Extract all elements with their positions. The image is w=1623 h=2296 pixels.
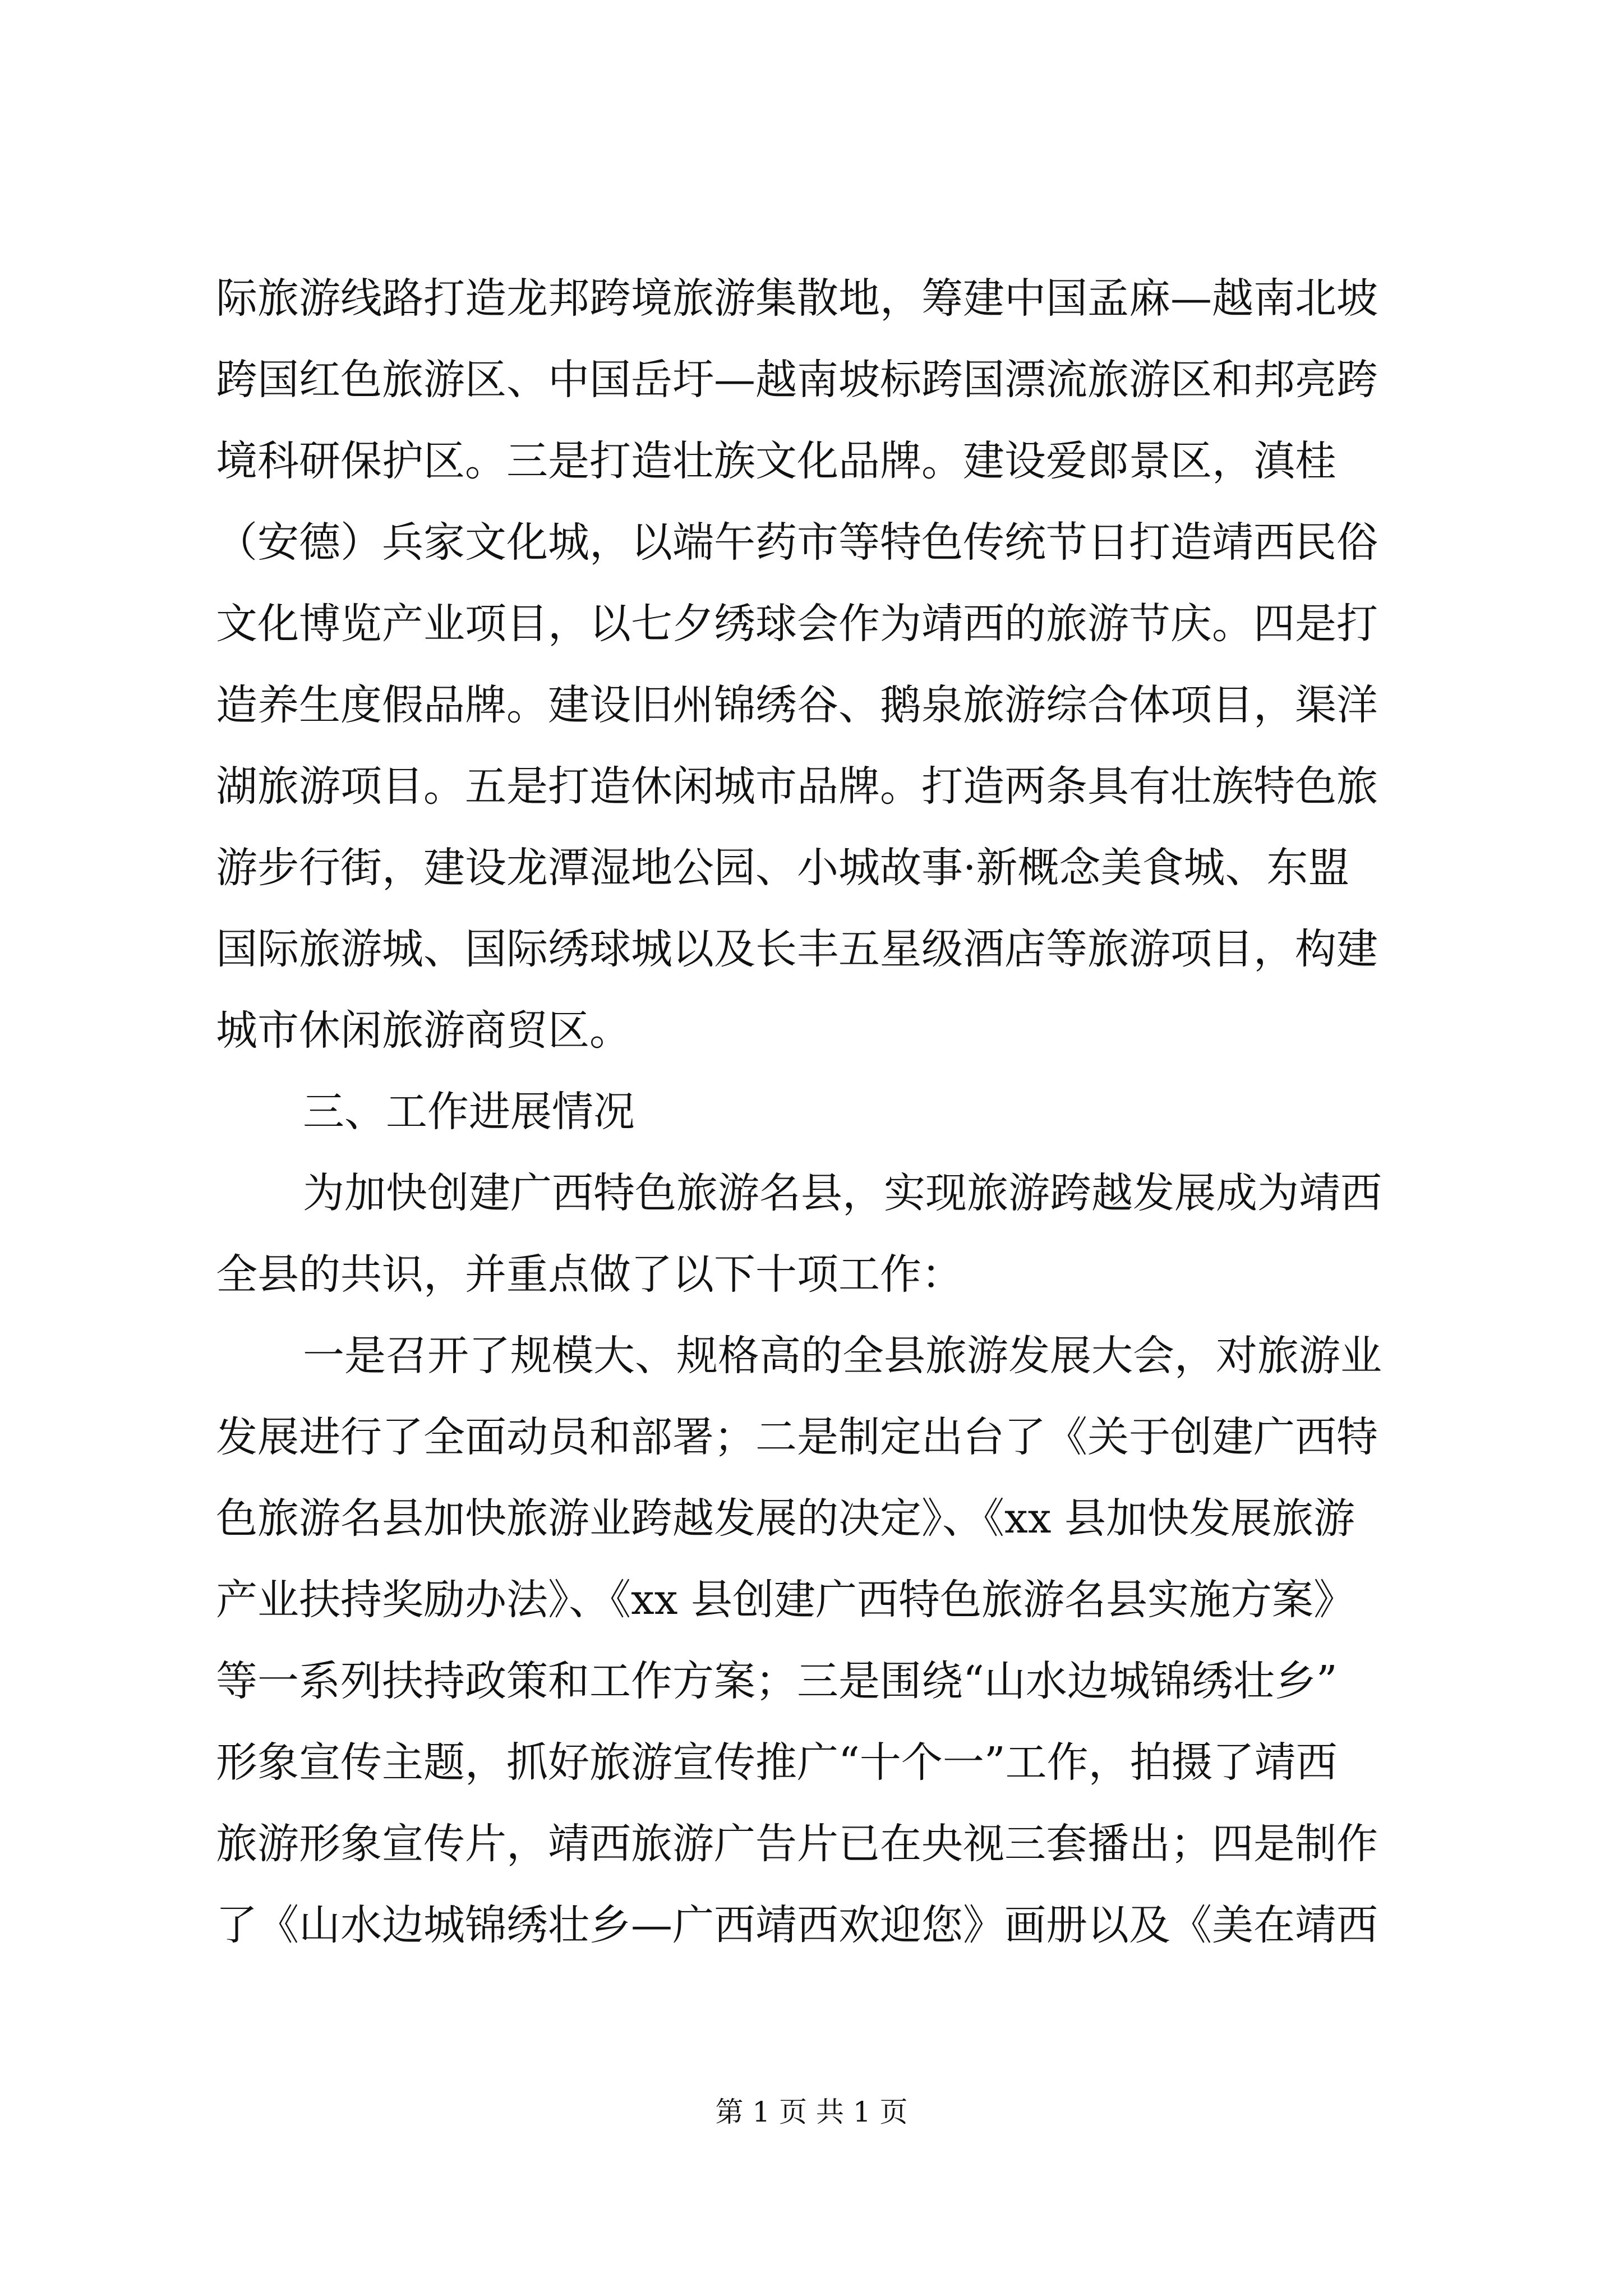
text-line: 产业扶持奖励办法》、《xx 县创建广西特色旅游名县实施方案》: [216, 1576, 1355, 1624]
text-line: 跨国红色旅游区、中国岳圩—越南坡标跨国漂流旅游区和邦亮跨: [216, 356, 1378, 404]
text-line: 游步行街，建设龙潭湿地公园、小城故事·新概念美食城、东盟: [216, 844, 1350, 892]
body-text: [216, 258, 1410, 1966]
text-line: 等一系列扶持政策和工作方案；三是围绕“山水边城锦绣壮乡”: [216, 1657, 1338, 1705]
text-line: 了《山水边城锦绣壮乡—广西靖西欢迎您》画册以及《美在靖西: [216, 1901, 1378, 1949]
text-line: 际旅游线路打造龙邦跨境旅游集散地，筹建中国孟麻—越南北坡: [216, 274, 1378, 323]
section-heading: 三、工作进展情况: [303, 1088, 635, 1136]
page-footer: 第 1 页 共 1 页: [715, 2096, 908, 2128]
text-line: 文化博览产业项目，以七夕绣球会作为靖西的旅游节庆。四是打: [216, 600, 1378, 648]
text-line: 国际旅游城、国际绣球城以及长丰五星级酒店等旅游项目，构建: [216, 925, 1378, 973]
text-line: 造养生度假品牌。建设旧州锦绣谷、鹅泉旅游综合体项目，渠洋: [216, 681, 1378, 729]
text-line: 色旅游名县加快旅游业跨越发展的决定》、《xx 县加快发展旅游: [216, 1494, 1355, 1543]
paragraph-start: 一是召开了规模大、规格高的全县旅游发展大会，对旅游业: [303, 1332, 1382, 1380]
text-line: 旅游形象宣传片，靖西旅游广告片已在央视三套播出；四是制作: [216, 1820, 1378, 1868]
text-line: （安德）兵家文化城，以端午药市等特色传统节日打造靖西民俗: [216, 518, 1378, 567]
text-line: 湖旅游项目。五是打造休闲城市品牌。打造两条具有壮族特色旅: [216, 762, 1378, 811]
text-line: 城市休闲旅游商贸区。: [216, 1006, 631, 1055]
text-line: 形象宣传主题，抓好旅游宣传推广“十个一”工作，拍摄了靖西: [216, 1738, 1338, 1787]
text-line: 境科研保护区。三是打造壮族文化品牌。建设爱郎景区，滇桂: [216, 437, 1336, 485]
paragraph-start: 为加快创建广西特色旅游名县，实现旅游跨越发展成为靖西: [303, 1169, 1382, 1217]
text-line: 发展进行了全面动员和部署；二是制定出台了《关于创建广西特: [216, 1413, 1378, 1461]
text-line: 全县的共识，并重点做了以下十项工作：: [216, 1250, 963, 1299]
